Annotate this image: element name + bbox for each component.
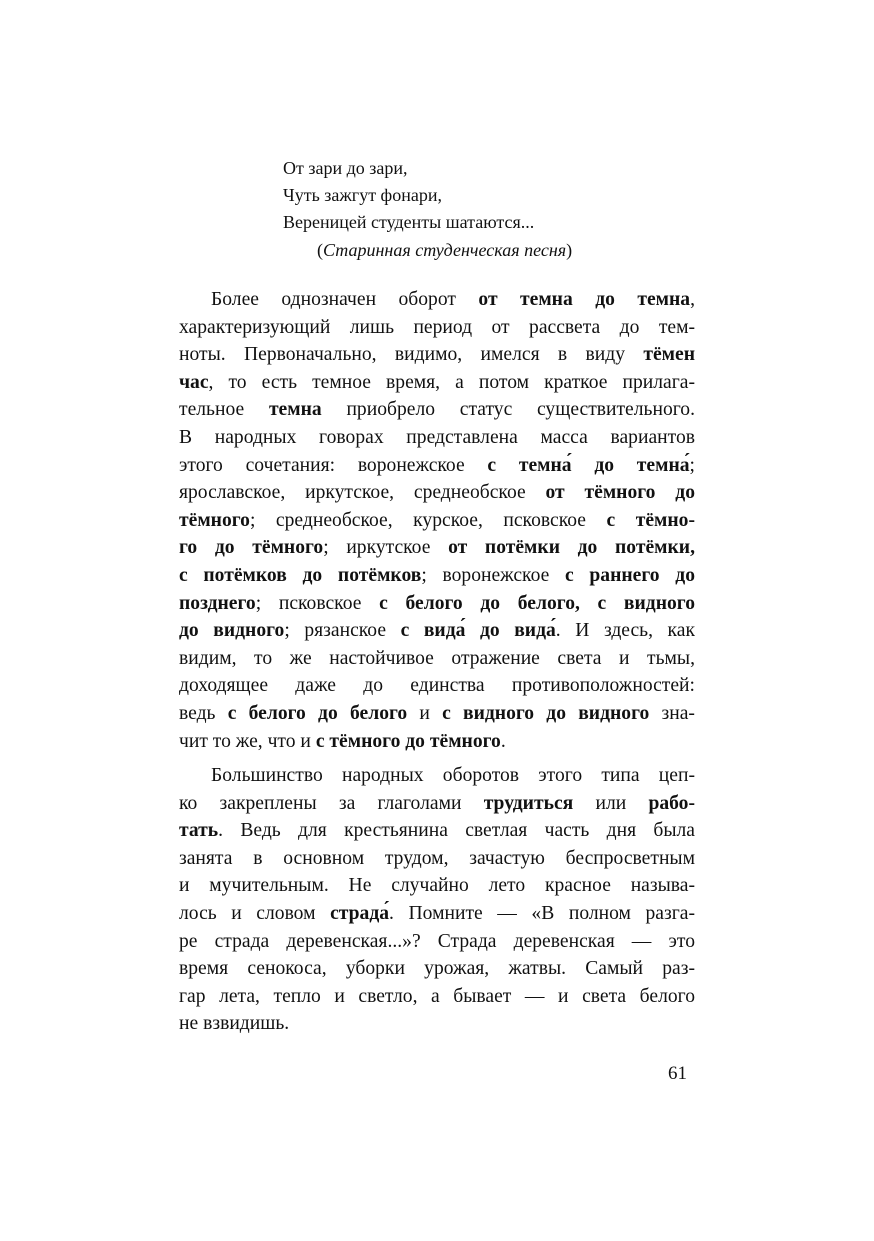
text-line: [179, 396, 695, 424]
text-line: [179, 955, 695, 983]
bold-phrase: до видного: [179, 620, 285, 642]
text-line: [179, 845, 695, 873]
text-run: ; среднеобское, курское, псковское: [249, 509, 607, 531]
text-run: .: [500, 730, 506, 752]
text-line: [179, 983, 695, 1011]
text-line: [179, 479, 695, 507]
bold-phrase: с белого до белого: [227, 702, 408, 724]
text-line: [179, 700, 695, 728]
text-run: ; псковское: [255, 592, 380, 614]
bold-phrase: от темна до темна: [478, 289, 691, 310]
bold-phrase: позднего: [179, 592, 256, 614]
text-run: ре страда деревенская...»? Страда деревенская — это: [179, 930, 695, 952]
text-run: доходящее даже до единства противоположностей:: [179, 675, 695, 697]
bold-phrase: с вида́ до вида́: [400, 620, 556, 642]
bold-phrase: с потёмков до потёмков: [179, 564, 422, 586]
text-run: ,: [690, 289, 695, 310]
text-run: или: [573, 792, 649, 814]
text-line: [179, 286, 695, 314]
text-run: приобрело статус существительного.: [321, 399, 695, 421]
text-run: и мучительным. Не случайно лето красное называ-: [179, 875, 695, 897]
text-run: ; воронежское: [421, 564, 566, 586]
text-line: [179, 534, 695, 562]
bold-phrase: с темна́ до темна́: [487, 454, 690, 476]
body-text: [179, 286, 695, 1038]
text-run: ко закреплены за глаголами: [179, 792, 484, 814]
epigraph-line: Чуть зажгут фонари,: [283, 185, 442, 205]
text-run: не взвидишь.: [179, 1013, 290, 1035]
text-run: . И здесь, как: [555, 620, 695, 642]
text-line: [179, 590, 695, 618]
epigraph-source: (Старинная студенческая песня): [317, 240, 573, 260]
text-run: ;: [689, 454, 695, 476]
bold-phrase: от тёмного до: [545, 482, 695, 504]
epigraph: [283, 155, 703, 264]
epigraph-source-title: Старинная студенческая песня: [323, 240, 567, 260]
text-line: [179, 900, 695, 928]
bold-phrase: с тёмно-: [606, 509, 695, 531]
bold-phrase: темна: [268, 399, 322, 421]
text-run: Более однозначен оборот: [211, 289, 479, 310]
text-line: [179, 728, 695, 756]
paragraph: [179, 286, 695, 755]
text-run: . Ведь для крестьянина светлая часть дня была: [218, 820, 695, 842]
text-run: ярославское, иркутское, среднеобское: [179, 482, 546, 504]
bold-phrase: тёмен: [643, 344, 695, 366]
text-run: видим, то же настойчивое отражение света и тьмы,: [179, 647, 695, 669]
text-line: [179, 507, 695, 535]
bold-phrase: с видного до видного: [442, 702, 650, 724]
text-line: [179, 1010, 695, 1038]
text-run: лось и словом: [179, 903, 331, 925]
text-line: [179, 617, 695, 645]
text-line: [179, 872, 695, 900]
text-run: занята в основном трудом, зачастую беспросветным: [179, 847, 695, 869]
text-line: [179, 672, 695, 700]
paragraph: [179, 762, 695, 1038]
bold-phrase: го до тёмного: [179, 537, 324, 559]
text-run: ноты. Первоначально, видимо, имелся в виду: [179, 344, 644, 366]
text-run: зна-: [649, 702, 695, 724]
bold-phrase: страда́: [330, 903, 390, 925]
text-line: [179, 645, 695, 673]
text-line: [179, 341, 695, 369]
text-run: тельное: [179, 399, 269, 421]
text-run: чит то же, что и: [179, 730, 316, 752]
text-run: и: [407, 702, 443, 724]
text-line: [179, 314, 695, 342]
text-line: [179, 817, 695, 845]
bold-phrase: с тёмного до тёмного: [315, 730, 501, 752]
bold-phrase: рабо-: [648, 792, 695, 814]
text-line: [179, 424, 695, 452]
page-number: 61: [668, 1063, 687, 1084]
text-line: [179, 928, 695, 956]
text-run: . Помните — «В полном разга-: [389, 903, 695, 925]
bold-phrase: с раннего до: [565, 564, 695, 586]
text-line: [179, 452, 695, 480]
text-run: , то есть темное время, а потом краткое прилага-: [208, 371, 695, 393]
text-line: [179, 790, 695, 818]
bold-phrase: час: [179, 371, 209, 393]
text-run: В народных говорах представлена масса вариантов: [179, 426, 695, 448]
text-line: [179, 369, 695, 397]
bold-phrase: с белого до белого, с видного: [379, 592, 695, 614]
text-run: характеризующий лишь период от рассвета до тем-: [179, 316, 695, 338]
text-run: Большинство народных оборотов этого типа цеп-: [211, 765, 695, 787]
epigraph-line: От зари до зари,: [283, 158, 408, 178]
epigraph-line: Вереницей студенты шатаются...: [283, 212, 535, 232]
text-run: ; иркутское: [323, 537, 449, 559]
bold-phrase: от потёмки до потёмки,: [448, 537, 695, 559]
text-line: [179, 762, 695, 790]
text-run: ; рязанское: [284, 620, 401, 642]
text-run: ведь: [179, 702, 228, 724]
text-line: [179, 562, 695, 590]
bold-phrase: тать: [179, 820, 219, 842]
text-run: этого сочетания: воронежское: [179, 454, 488, 476]
text-run: гар лета, тепло и светло, а бывает — и света белого: [179, 985, 695, 1007]
bold-phrase: трудиться: [483, 792, 574, 814]
bold-phrase: тёмного: [179, 509, 250, 531]
text-run: время сенокоса, уборки урожая, жатвы. Самый раз-: [179, 958, 695, 980]
